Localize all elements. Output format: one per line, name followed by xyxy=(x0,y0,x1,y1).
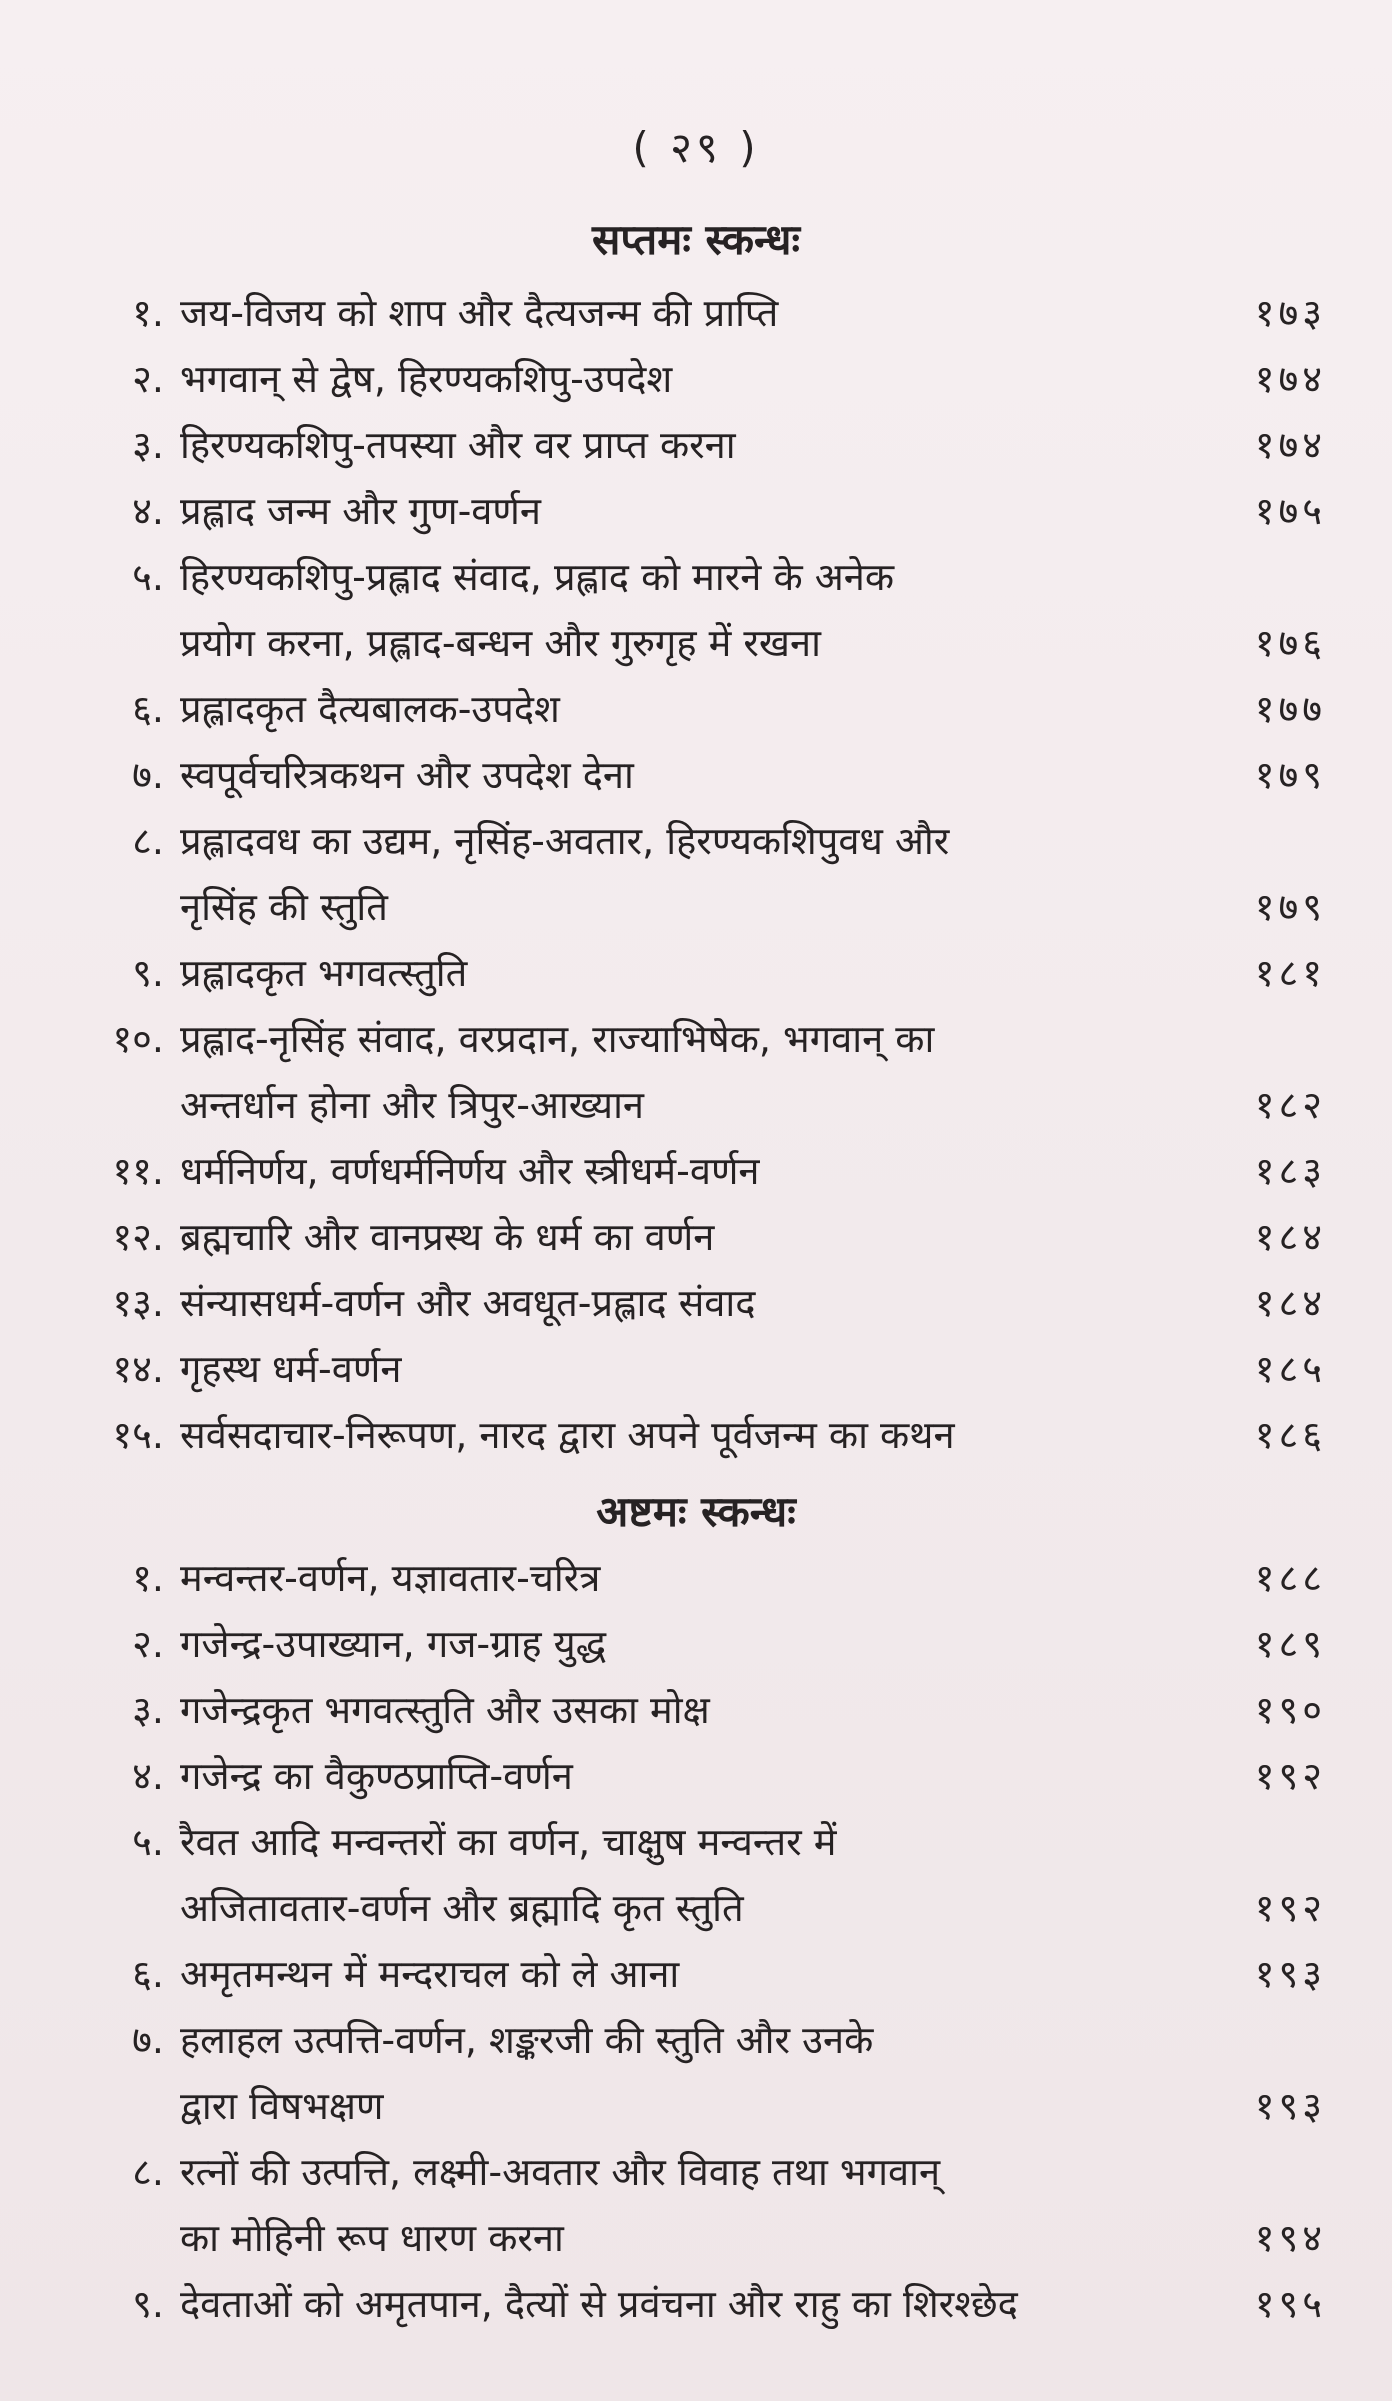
entry-number: ३. xyxy=(132,423,164,467)
entry-page-number: १८१ xyxy=(1254,951,1326,995)
toc-entry xyxy=(70,1677,1326,1743)
entry-title-line: प्रह्लाद-नृसिंह संवाद, वरप्रदान, राज्याभिषेक, भगवान् का xyxy=(180,1017,935,1061)
toc-entry xyxy=(70,478,1326,544)
entry-title xyxy=(180,280,1176,346)
toc-entry xyxy=(70,544,1326,676)
entry-number: ७. xyxy=(132,2018,164,2062)
entry-page-number: १८४ xyxy=(1254,1281,1326,1325)
entry-title-line: गजेन्द्र का वैकुण्ठप्राप्ति-वर्णन xyxy=(180,1754,573,1798)
toc-entry xyxy=(70,940,1326,1006)
entry-page-number: १७५ xyxy=(1254,489,1326,533)
entry-title xyxy=(180,742,1176,808)
entry-title-line: द्वारा विषभक्षण xyxy=(180,2084,384,2128)
page-number: ( २९ ) xyxy=(632,123,760,172)
entry-page-number: १९३ xyxy=(1254,2084,1326,2128)
entry-title-line: हिरण्यकशिपु-प्रह्लाद संवाद, प्रह्लाद को मारने के अनेक xyxy=(180,555,895,599)
toc-list-saptam xyxy=(70,280,1326,1468)
entry-page-number: १८८ xyxy=(1254,1556,1326,1600)
entry-number: १. xyxy=(132,1556,164,1600)
entry-page-number: १९४ xyxy=(1254,2216,1326,2260)
entry-number: २. xyxy=(132,357,164,401)
entry-title xyxy=(180,478,1176,544)
toc-entry xyxy=(70,1336,1326,1402)
entry-page-number: १९० xyxy=(1254,1688,1326,1732)
toc-entry xyxy=(70,1270,1326,1336)
entry-title-line: अजितावतार-वर्णन और ब्रह्मादि कृत स्तुति xyxy=(180,1886,744,1930)
entry-page-number: १८६ xyxy=(1254,1413,1326,1457)
entry-title-line: नृसिंह की स्तुति xyxy=(180,885,388,929)
toc-entry xyxy=(70,676,1326,742)
toc-entry xyxy=(70,1138,1326,1204)
entry-title xyxy=(180,1270,1176,1336)
entry-title-line: मन्वन्तर-वर्णन, यज्ञावतार-चरित्र xyxy=(180,1556,601,1600)
entry-title xyxy=(180,808,1176,940)
entry-title xyxy=(180,676,1176,742)
entry-number: १२. xyxy=(112,1215,164,1259)
entry-number: ९. xyxy=(132,2282,164,2326)
entry-title-line: गजेन्द्रकृत भगवत्स्तुति और उसका मोक्ष xyxy=(180,1688,710,1732)
entry-title-line: अमृतमन्थन में मन्दराचल को ले आना xyxy=(180,1952,680,1996)
entry-title xyxy=(180,1743,1176,1809)
entry-title-line: सर्वसदाचार-निरूपण, नारद द्वारा अपने पूर्वजन्म का कथन xyxy=(180,1413,955,1457)
entry-page-number: १७६ xyxy=(1254,621,1326,665)
entry-title xyxy=(180,1611,1176,1677)
toc-entry xyxy=(70,1941,1326,2007)
entry-number: ४. xyxy=(132,489,164,533)
entry-number: २. xyxy=(132,1622,164,1666)
toc-entry xyxy=(70,1809,1326,1941)
entry-title-line: रैवत आदि मन्वन्तरों का वर्णन, चाक्षुष मन्वन्तर में xyxy=(180,1820,837,1864)
toc-entry xyxy=(70,280,1326,346)
entry-number: ९. xyxy=(132,951,164,995)
entry-title-line: प्रह्लादकृत दैत्यबालक-उपदेश xyxy=(180,687,560,731)
entry-title xyxy=(180,412,1176,478)
toc-entry xyxy=(70,808,1326,940)
toc-entry xyxy=(70,1006,1326,1138)
entry-title-line: स्वपूर्वचरित्रकथन और उपदेश देना xyxy=(180,753,634,797)
toc-entry xyxy=(70,2139,1326,2271)
entry-title xyxy=(180,1402,1176,1468)
entry-page-number: १८३ xyxy=(1254,1149,1326,1193)
entry-title-line: हिरण्यकशिपु-तपस्या और वर प्राप्त करना xyxy=(180,423,736,467)
entry-page-number: १९५ xyxy=(1254,2282,1326,2326)
entry-title xyxy=(180,1677,1176,1743)
section-title-ashtam: अष्टमः स्कन्धः xyxy=(596,1487,796,1536)
entry-title xyxy=(180,1809,1176,1941)
toc-entry xyxy=(70,742,1326,808)
toc-entry xyxy=(70,2271,1326,2337)
entry-number: ७. xyxy=(132,753,164,797)
entry-title xyxy=(180,940,1176,1006)
entry-title xyxy=(180,2139,1176,2271)
entry-title-line: देवताओं को अमृतपान, दैत्यों से प्रवंचना और राहु का शिरश्छेद xyxy=(180,2282,1018,2326)
entry-number: ६. xyxy=(132,687,164,731)
entry-title xyxy=(180,1138,1176,1204)
entry-title-line: रत्नों की उत्पत्ति, लक्ष्मी-अवतार और विवाह तथा भगवान् xyxy=(180,2150,941,2194)
entry-title-line: भगवान् से द्वेष, हिरण्यकशिपु-उपदेश xyxy=(180,357,673,401)
toc-entry xyxy=(70,1402,1326,1468)
entry-title-line: का मोहिनी रूप धारण करना xyxy=(180,2216,564,2260)
entry-page-number: १८९ xyxy=(1254,1622,1326,1666)
entry-page-number: १९२ xyxy=(1254,1886,1326,1930)
entry-title-line: संन्यासधर्म-वर्णन और अवधूत-प्रह्लाद संवाद xyxy=(180,1281,756,1325)
entry-title xyxy=(180,1204,1176,1270)
toc-entry xyxy=(70,2007,1326,2139)
entry-title-line: हलाहल उत्पत्ति-वर्णन, शङ्करजी की स्तुति और उनके xyxy=(180,2018,874,2062)
section-title-saptam: सप्तमः स्कन्धः xyxy=(591,215,801,264)
entry-page-number: १७७ xyxy=(1254,687,1326,731)
entry-number: ५. xyxy=(132,555,164,599)
entry-number: ११. xyxy=(112,1149,164,1193)
toc-entry xyxy=(70,1204,1326,1270)
entry-title xyxy=(180,544,1176,676)
entry-number: ५. xyxy=(132,1820,164,1864)
entry-title-line: गृहस्थ धर्म-वर्णन xyxy=(180,1347,402,1391)
entry-title-line: धर्मनिर्णय, वर्णधर्मनिर्णय और स्त्रीधर्म-वर्णन xyxy=(180,1149,760,1193)
entry-title xyxy=(180,2007,1176,2139)
entry-title-line: प्रह्लाद जन्म और गुण-वर्णन xyxy=(180,489,541,533)
entry-number: १. xyxy=(132,291,164,335)
entry-title xyxy=(180,1545,1176,1611)
toc-list-ashtam xyxy=(70,1545,1326,2337)
entry-title-line: प्रयोग करना, प्रह्लाद-बन्धन और गुरुगृह में रखना xyxy=(180,621,821,665)
toc-entry xyxy=(70,1743,1326,1809)
entry-title-line: जय-विजय को शाप और दैत्यजन्म की प्राप्ति xyxy=(180,291,779,335)
entry-page-number: १७३ xyxy=(1254,291,1326,335)
entry-page-number: १८५ xyxy=(1254,1347,1326,1391)
entry-page-number: १८२ xyxy=(1254,1083,1326,1127)
entry-number: १०. xyxy=(112,1017,164,1061)
toc-entry xyxy=(70,1545,1326,1611)
entry-number: ८. xyxy=(132,2150,164,2194)
entry-number: ३. xyxy=(132,1688,164,1732)
entry-title-line: प्रह्लादकृत भगवत्स्तुति xyxy=(180,951,468,995)
entry-number: ४. xyxy=(132,1754,164,1798)
entry-number: ८. xyxy=(132,819,164,863)
toc-entry xyxy=(70,346,1326,412)
entry-page-number: १९३ xyxy=(1254,1952,1326,1996)
entry-page-number: १७९ xyxy=(1254,885,1326,929)
entry-title xyxy=(180,1006,1176,1138)
entry-number: १५. xyxy=(112,1413,164,1457)
entry-title-line: ब्रह्मचारि और वानप्रस्थ के धर्म का वर्णन xyxy=(180,1215,715,1259)
entry-page-number: १७९ xyxy=(1254,753,1326,797)
entry-number: १३. xyxy=(112,1281,164,1325)
entry-page-number: १८४ xyxy=(1254,1215,1326,1259)
entry-title-line: प्रह्लादवध का उद्यम, नृसिंह-अवतार, हिरण्यकशिपुवध और xyxy=(180,819,950,863)
entry-page-number: १७४ xyxy=(1254,357,1326,401)
entry-title xyxy=(180,1336,1176,1402)
entry-number: ६. xyxy=(132,1952,164,1996)
entry-title-line: गजेन्द्र-उपाख्यान, गज-ग्राह युद्ध xyxy=(180,1622,607,1666)
toc-entry xyxy=(70,412,1326,478)
entry-title-line: अन्तर्धान होना और त्रिपुर-आख्यान xyxy=(180,1083,644,1127)
toc-entry xyxy=(70,1611,1326,1677)
entry-page-number: १७४ xyxy=(1254,423,1326,467)
entry-page-number: १९२ xyxy=(1254,1754,1326,1798)
entry-title xyxy=(180,2271,1176,2337)
entry-title xyxy=(180,346,1176,412)
entry-number: १४. xyxy=(112,1347,164,1391)
entry-title xyxy=(180,1941,1176,2007)
